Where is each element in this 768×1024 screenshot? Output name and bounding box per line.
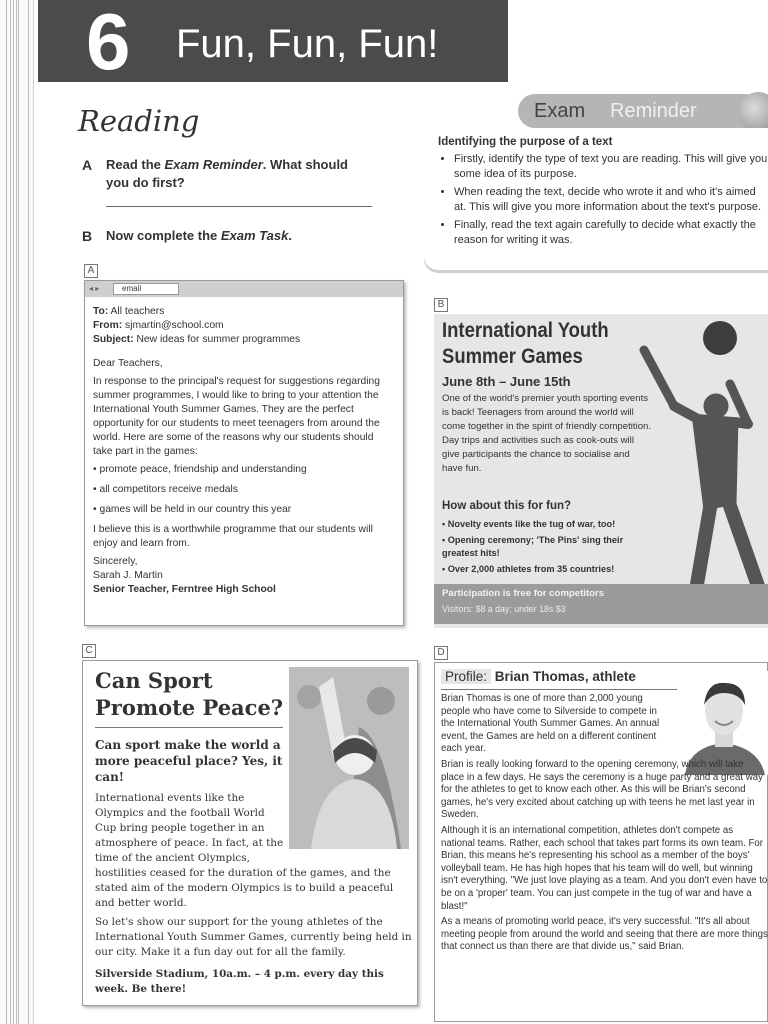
email-closing-text: I believe this is a worthwhile programme that our students will enjoy and learn from. [93,524,373,549]
profile-paragraph-2: Brian is really looking forward to the opening ceremony, which will take place in a few days. He says the ceremony is a huge party and a great way for the athletes to get to know each other. As this will be Brian's second games, he's very excited about catching up with teens he met last year in Sweden. [441,758,764,821]
exam-reminder-list [438,152,768,251]
exam-reminder-label-second: Reminder [610,100,697,122]
poster-fun-heading: How about this for fun? [442,500,572,512]
exam-reminder-label-first: Exam [534,100,586,122]
task-a-letter: A [82,157,93,173]
from-value: sjmartin@school.com [125,320,224,331]
email-sender-name: Sarah J. Martin [93,570,163,581]
article-box [82,660,418,1006]
poster-visitor-prices: Visitors: $8 a day; under 18s $3 [442,604,566,614]
article-paragraph-1-narrow: International events like the Olympics and the football World Cup bring people together in an atmosphere of peace. In fact, at the time of the ancient Olympics, [95,792,284,864]
exam-reminder-item: • When reading the text, decide who wrote it and who it's aimed at. This will give you more information about the text's purpose. [454,185,768,215]
poster-bullet: • Over 2,000 athletes from 35 countries! [442,564,615,574]
task-a [82,156,372,192]
task-b-italic: Exam Task [220,228,289,243]
to-label: To: [93,306,109,317]
page-edges [0,0,34,1024]
email-reason: • games will be held in our country this year [93,504,292,515]
subject-label: Subject: [93,334,134,345]
text-label-d: D [434,646,448,660]
profile-name: Brian Thomas, athlete [494,669,636,684]
exam-reminder-banner [518,94,748,128]
email-toolbar [85,281,403,297]
profile-heading [441,669,636,684]
from-label: From: [93,320,123,331]
poster-bullet: • Novelty events like the tug of war, too! [442,519,616,529]
article-subheading: Can sport make the world a more peaceful place? Yes, it can! [95,738,283,784]
poster-dates: June 8th – June 15th [442,374,571,389]
unit-title: Fun, Fun, Fun! [176,22,439,66]
profile-paragraph-4: As a means of promoting world peace, it's very successful. "It's all about meeting people from around the world and seeing that there are more things that connect us than there are that divide us," said Brian. [441,916,768,953]
task-a-text-1: Read the [106,157,165,172]
task-a-italic: Exam Reminder [164,157,263,172]
volleyball-player-silhouette-icon [632,314,768,626]
email-sign-off: Sincerely, [93,556,138,567]
nav-arrows-icon: ◂ ▸ [89,284,100,293]
poster-free-note: Participation is free for competitors [442,588,605,599]
article-paragraph-1-rest: hostilities ceased for the duration of the games, and the stated aim of the modern Olympics is to build a peaceful and better world. [95,867,394,909]
exam-reminder-box [424,128,768,270]
unit-number: 6 [86,0,131,86]
profile-tag: Profile: [441,669,491,684]
article-headline: Can Sport Promote Peace? [95,668,284,720]
email-reason: • promote peace, friendship and understanding [93,464,307,475]
subject-value: New ideas for summer programmes [136,334,301,345]
poster-description: One of the world's premier youth sporting events is back! Teenagers from around the world will come together in the spirit of friendly competition. Day trips and activities such as cook-outs will give participants the chance to socialise and have fun. [442,393,652,474]
email-body: In response to the principal's request for suggestions regarding summer programmes, I would like to bring to your attention the International Youth Summer Games. They are the perfect opportunity for our students to meet teenagers from around the world. Here are some of the reasons why our students should take part in the games: [93,376,381,457]
task-b-letter: B [82,228,93,244]
email-greeting: Dear Teachers, [93,358,163,369]
task-b-text-2: . [288,228,292,243]
games-poster [434,314,768,628]
email-sender-position: Senior Teacher, Ferntree High School [93,584,276,595]
email-window [84,280,404,626]
poster-bullet: • Opening ceremony; 'The Pins' sing their greatest hits! [442,535,624,558]
email-reason: • all competitors receive medals [93,484,238,495]
article-paragraph-1 [95,791,415,911]
poster-footer [434,584,768,624]
email-tab: email [113,283,179,295]
email-reason-list [93,463,393,517]
article-closing: Silverside Stadium, 10a.m. – 4 p.m. every day this week. Be there! [95,968,384,995]
poster-title: International Youth Summer Games [442,319,609,368]
unit-header [38,0,508,86]
answer-line[interactable] [106,206,372,207]
exam-reminder-item: • Firstly, identify the type of text you are reading. This will give you some idea of its purpose. [454,152,768,182]
exam-reminder-heading: Identifying the purpose of a text [438,136,613,148]
text-label-a: A [84,264,98,278]
profile-text [441,693,768,957]
profile-paragraph-3: Although it is an international competition, athletes don't compete as national teams. Rather, each school that takes part forms its own team. For Brian, this means he's representing his school as a member of the boys' volleyball team. He has high hopes that his team will do well, but winning isn't everything. "We just love playing as a team. And you don't even have to be on a 'proper' team. You can just compete in the tug of war and have a blast!" [441,824,768,912]
text-label-b: B [434,298,448,312]
task-b-text-1: Now complete the [106,228,221,243]
poster-bullet-list [442,518,652,579]
task-b [82,227,372,245]
exam-reminder-item: • Finally, read the text again carefully to decide what exactly the reason for writing it was. [454,218,768,248]
article-paragraph-2: So let's show our support for the young athletes of the International Youth Summer Games, currently being held in our city. Make it a fun day out for all the family. [95,916,412,958]
to-value: All teachers [110,306,165,317]
athlete-profile [434,662,768,1022]
section-heading: Reading [78,104,200,138]
task-a-text-2: . What should you do first? [106,157,348,190]
profile-paragraph-1: Brian Thomas is one of more than 2,000 young people who have come to Silverside to compete in the International Youth Summer Games. An annual event, the Games are held on a different continent each year. [441,693,660,755]
text-label-c: C [82,644,96,658]
